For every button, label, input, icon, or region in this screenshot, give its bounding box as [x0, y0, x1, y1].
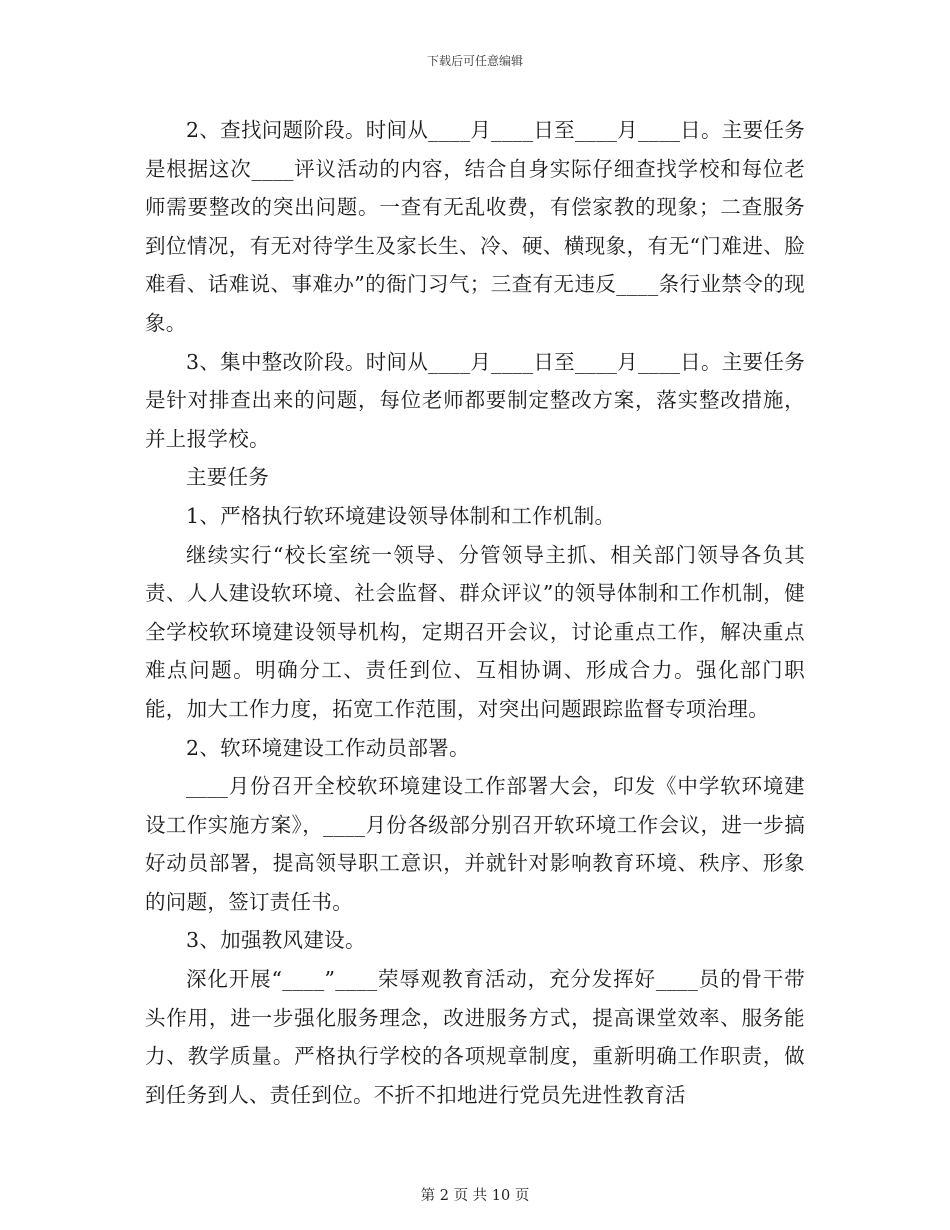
task-heading-2: 2、软环境建设工作动员部署。: [186, 735, 470, 760]
page-footer: 第 2 页 共 10 页: [420, 1188, 530, 1204]
task-heading-1: 1、严格执行软环境建设领导体制和工作机制。: [186, 503, 616, 528]
paragraph-stage-3: 3、集中整改阶段。时间从____月____日至____月____日。主要任务是针对排查出来的问题，每位老师都要制定整改方案，落实整改措施，并上报学校。: [145, 349, 805, 451]
paragraph-stage-2: 2、查找问题阶段。时间从____月____日至____月____日。主要任务是根据这次____评议活动的内容，结合自身实际仔细查找学校和每位老师需要整改的突出问题。一查有无乱收费，有偿家教的现象；二查服务到位情况，有无对待学生及家长生、冷、硬、横现象，有无“门难进、脸难看、话难说、事难办”的衙门习气；三查有无违反____条行业禁令的现象。: [145, 118, 805, 335]
task-body-1: 继续实行“校长室统一领导、分管领导主抓、相关部门领导各负其责、人人建设软环境、社会监督、群众评议”的领导体制和工作机制，健全学校软环境建设领导机构，定期召开会议，讨论重点工作，解决重点难点问题。明确分工、责任到位、互相协调、形成合力。强化部门职能，加大工作力度，拓宽工作范围，对突出问题跟踪监督专项治理。: [145, 542, 805, 721]
section-heading-main-tasks: 主要任务: [186, 465, 270, 490]
task-body-2: ____月份召开全校软环境建设工作部署大会，印发《中学软环境建设工作实施方案》，____月份各级部分别召开软环境工作会议，进一步搞好动员部署，提高领导职工意识，并就针对影响教育环境、秩序、形象的问题，签订责任书。: [145, 774, 805, 914]
task-heading-3: 3、加强教风建设。: [186, 928, 366, 953]
task-body-3: 深化开展“____”____荣辱观教育活动，充分发挥好____员的骨干带头作用，进一步强化服务理念，改进服务方式，提高课堂效率、服务能力、教学质量。严格执行学校的各项规章制度，重新明确工作职责，做到任务到人、责任到位。不折不扣地进行党员先进性教育活: [145, 967, 805, 1107]
page-header: 下载后可任意编辑: [426, 54, 523, 68]
document-body: [145, 111, 805, 1114]
